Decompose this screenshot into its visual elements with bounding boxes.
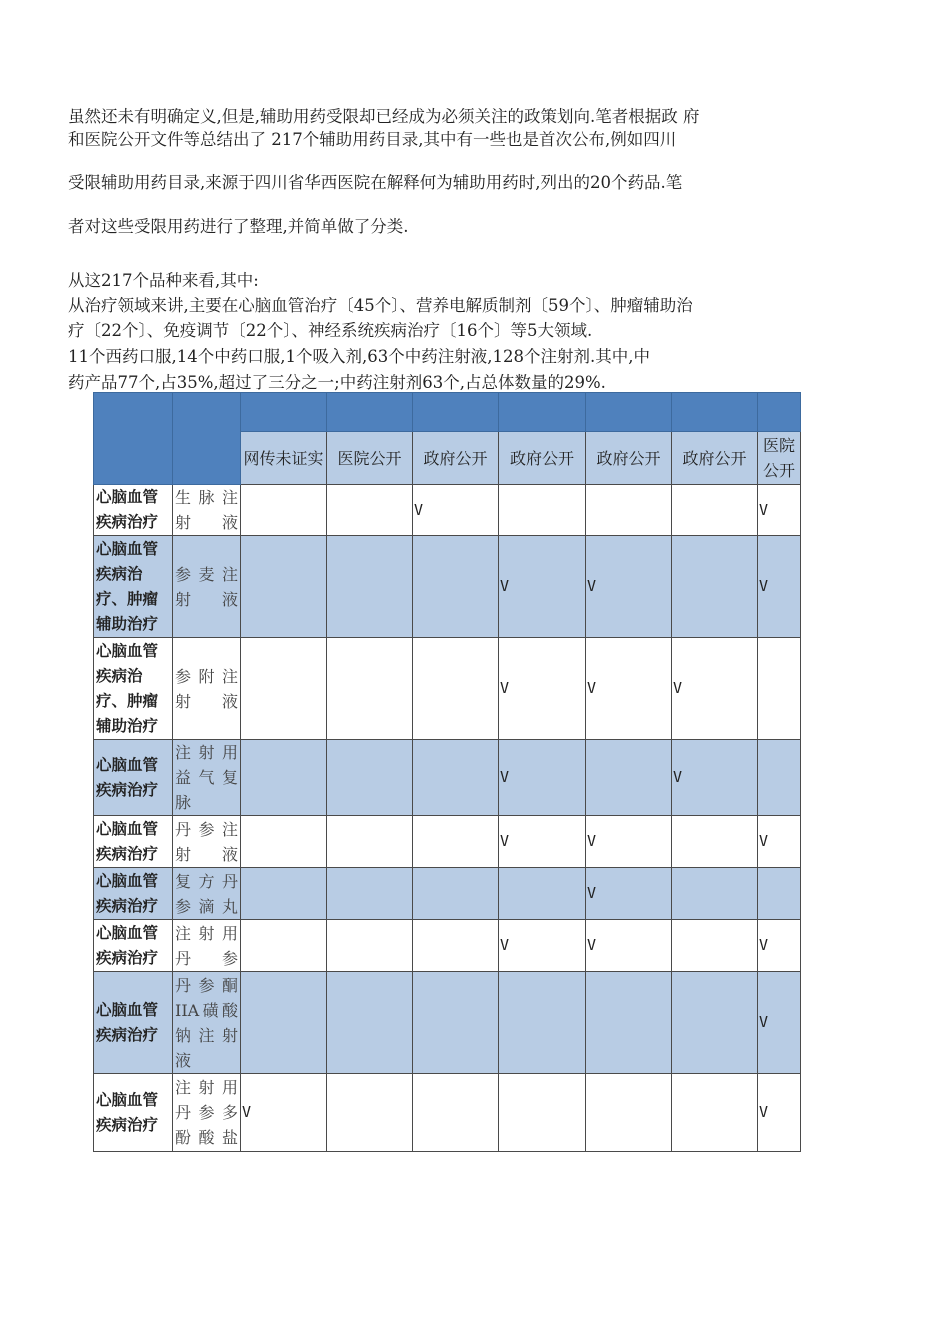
column-header: 医院公开 <box>327 432 413 485</box>
paragraph-line: 从治疗领域来讲,主要在心脑血管治疗〔45个〕、营养电解质制剂〔59个〕、肿瘤辅助治 <box>68 296 693 315</box>
header-blank <box>173 393 241 485</box>
check-mark-cell <box>241 485 327 536</box>
check-mark-cell: V <box>758 816 801 868</box>
check-mark-cell: V <box>499 920 586 972</box>
check-mark-cell <box>499 868 586 920</box>
drug-name-cell: 注射用丹参多酚酸盐 <box>173 1074 241 1152</box>
check-mark-cell <box>499 485 586 536</box>
table-row <box>94 740 801 816</box>
check-mark-cell <box>586 972 672 1074</box>
check-mark-cell: V <box>586 920 672 972</box>
category-cell: 心脑血管疾病治疗 <box>94 920 173 972</box>
check-mark-cell: V <box>499 816 586 868</box>
check-mark-cell: V <box>499 536 586 638</box>
check-mark-cell <box>327 920 413 972</box>
check-mark-cell <box>499 972 586 1074</box>
check-mark-cell <box>241 972 327 1074</box>
category-cell: 心脑血管疾病治疗 <box>94 1074 173 1152</box>
check-mark-cell <box>327 816 413 868</box>
drug-name-cell: 注射用益气复脉 <box>173 740 241 816</box>
check-mark-cell <box>241 816 327 868</box>
check-mark-cell <box>327 485 413 536</box>
drug-name-cell: 丹参酮IIA磺酸钠注射液 <box>173 972 241 1074</box>
check-mark-cell: V <box>672 740 758 816</box>
drug-name-cell: 丹参注射液 <box>173 816 241 868</box>
check-mark-cell <box>241 740 327 816</box>
check-mark-cell <box>413 536 499 638</box>
check-mark-cell <box>758 868 801 920</box>
check-mark-cell <box>672 485 758 536</box>
column-header: 政府公开 <box>586 432 672 485</box>
check-mark-cell: V <box>758 485 801 536</box>
check-mark-cell <box>499 1074 586 1152</box>
table-row <box>94 972 801 1074</box>
drug-name-cell: 参麦注射液 <box>173 536 241 638</box>
paragraph-line: 11个西药口服,14个中药口服,1个吸入剂,63个中药注射液,128个注射剂.其中,中 <box>68 347 650 366</box>
category-cell: 心脑血管疾病治疗、肿瘤辅助治疗 <box>94 536 173 638</box>
check-mark-cell <box>327 972 413 1074</box>
check-mark-cell <box>241 536 327 638</box>
category-cell: 心脑血管疾病治疗 <box>94 972 173 1074</box>
check-mark-cell <box>327 638 413 740</box>
paragraph-line: 疗〔22个〕、免疫调节〔22个〕、神经系统疾病治疗〔16个〕等5大领域. <box>68 321 593 340</box>
category-cell: 心脑血管疾病治疗 <box>94 816 173 868</box>
check-mark-cell <box>327 740 413 816</box>
check-mark-cell: V <box>586 638 672 740</box>
drug-name-cell: 注射用丹参 <box>173 920 241 972</box>
column-header: 医院公开 <box>758 432 801 485</box>
header-blank <box>94 393 173 485</box>
check-mark-cell <box>758 740 801 816</box>
check-mark-cell: V <box>758 1074 801 1152</box>
check-mark-cell <box>672 920 758 972</box>
check-mark-cell: V <box>758 536 801 638</box>
category-cell: 心脑血管疾病治疗 <box>94 868 173 920</box>
check-mark-cell: V <box>586 816 672 868</box>
category-cell: 心脑血管疾病治疗、肿瘤辅助治疗 <box>94 638 173 740</box>
check-mark-cell <box>586 485 672 536</box>
check-mark-cell <box>586 740 672 816</box>
check-mark-cell <box>241 920 327 972</box>
check-mark-cell: V <box>758 972 801 1074</box>
check-mark-cell: V <box>586 868 672 920</box>
check-mark-cell: V <box>499 740 586 816</box>
check-mark-cell <box>413 972 499 1074</box>
drug-table <box>93 392 801 1152</box>
table-row <box>94 638 801 740</box>
check-mark-cell <box>413 868 499 920</box>
check-mark-cell: V <box>672 638 758 740</box>
column-header: 政府公开 <box>672 432 758 485</box>
paragraph-line: 药产品77个,占35%,超过了三分之一;中药注射剂63个,占总体数量的29%. <box>68 373 606 392</box>
check-mark-cell <box>672 816 758 868</box>
check-mark-cell <box>672 1074 758 1152</box>
table-row <box>94 536 801 638</box>
check-mark-cell <box>413 816 499 868</box>
drug-name-cell: 复方丹参滴丸 <box>173 868 241 920</box>
check-mark-cell <box>241 868 327 920</box>
check-mark-cell <box>758 638 801 740</box>
check-mark-cell <box>327 868 413 920</box>
check-mark-cell <box>327 1074 413 1152</box>
check-mark-cell <box>672 536 758 638</box>
check-mark-cell: V <box>413 485 499 536</box>
paragraph-line: 和医院公开文件等总结出了 217个辅助用药目录,其中有一些也是首次公布,例如四川 <box>68 130 677 149</box>
category-cell: 心脑血管疾病治疗 <box>94 740 173 816</box>
paragraph-line: 受限辅助用药目录,来源于四川省华西医院在解释何为辅助用药时,列出的20个药品.笔 <box>68 173 683 192</box>
check-mark-cell <box>586 1074 672 1152</box>
column-header: 政府公开 <box>499 432 586 485</box>
drug-name-cell: 生脉注射液 <box>173 485 241 536</box>
header-band <box>94 393 801 432</box>
paragraph-line: 从这217个品种来看,其中: <box>68 271 259 290</box>
check-mark-cell: V <box>586 536 672 638</box>
check-mark-cell <box>327 536 413 638</box>
column-header: 网传未证实 <box>241 432 327 485</box>
column-header: 政府公开 <box>413 432 499 485</box>
table-row <box>94 868 801 920</box>
paragraph-line: 者对这些受限用药进行了整理,并简单做了分类. <box>68 217 409 236</box>
check-mark-cell <box>672 868 758 920</box>
category-cell: 心脑血管疾病治疗 <box>94 485 173 536</box>
table-row <box>94 920 801 972</box>
paragraph-line: 虽然还未有明确定义,但是,辅助用药受限却已经成为必须关注的政策划向.笔者根据政 府 <box>68 107 700 126</box>
table-row <box>94 485 801 536</box>
check-mark-cell: V <box>241 1074 327 1152</box>
table-row <box>94 816 801 868</box>
drug-name-cell: 参附注射液 <box>173 638 241 740</box>
check-mark-cell <box>672 972 758 1074</box>
table-row <box>94 1074 801 1152</box>
check-mark-cell <box>413 638 499 740</box>
check-mark-cell <box>241 638 327 740</box>
check-mark-cell <box>413 740 499 816</box>
check-mark-cell <box>413 1074 499 1152</box>
check-mark-cell: V <box>499 638 586 740</box>
check-mark-cell <box>413 920 499 972</box>
check-mark-cell: V <box>758 920 801 972</box>
